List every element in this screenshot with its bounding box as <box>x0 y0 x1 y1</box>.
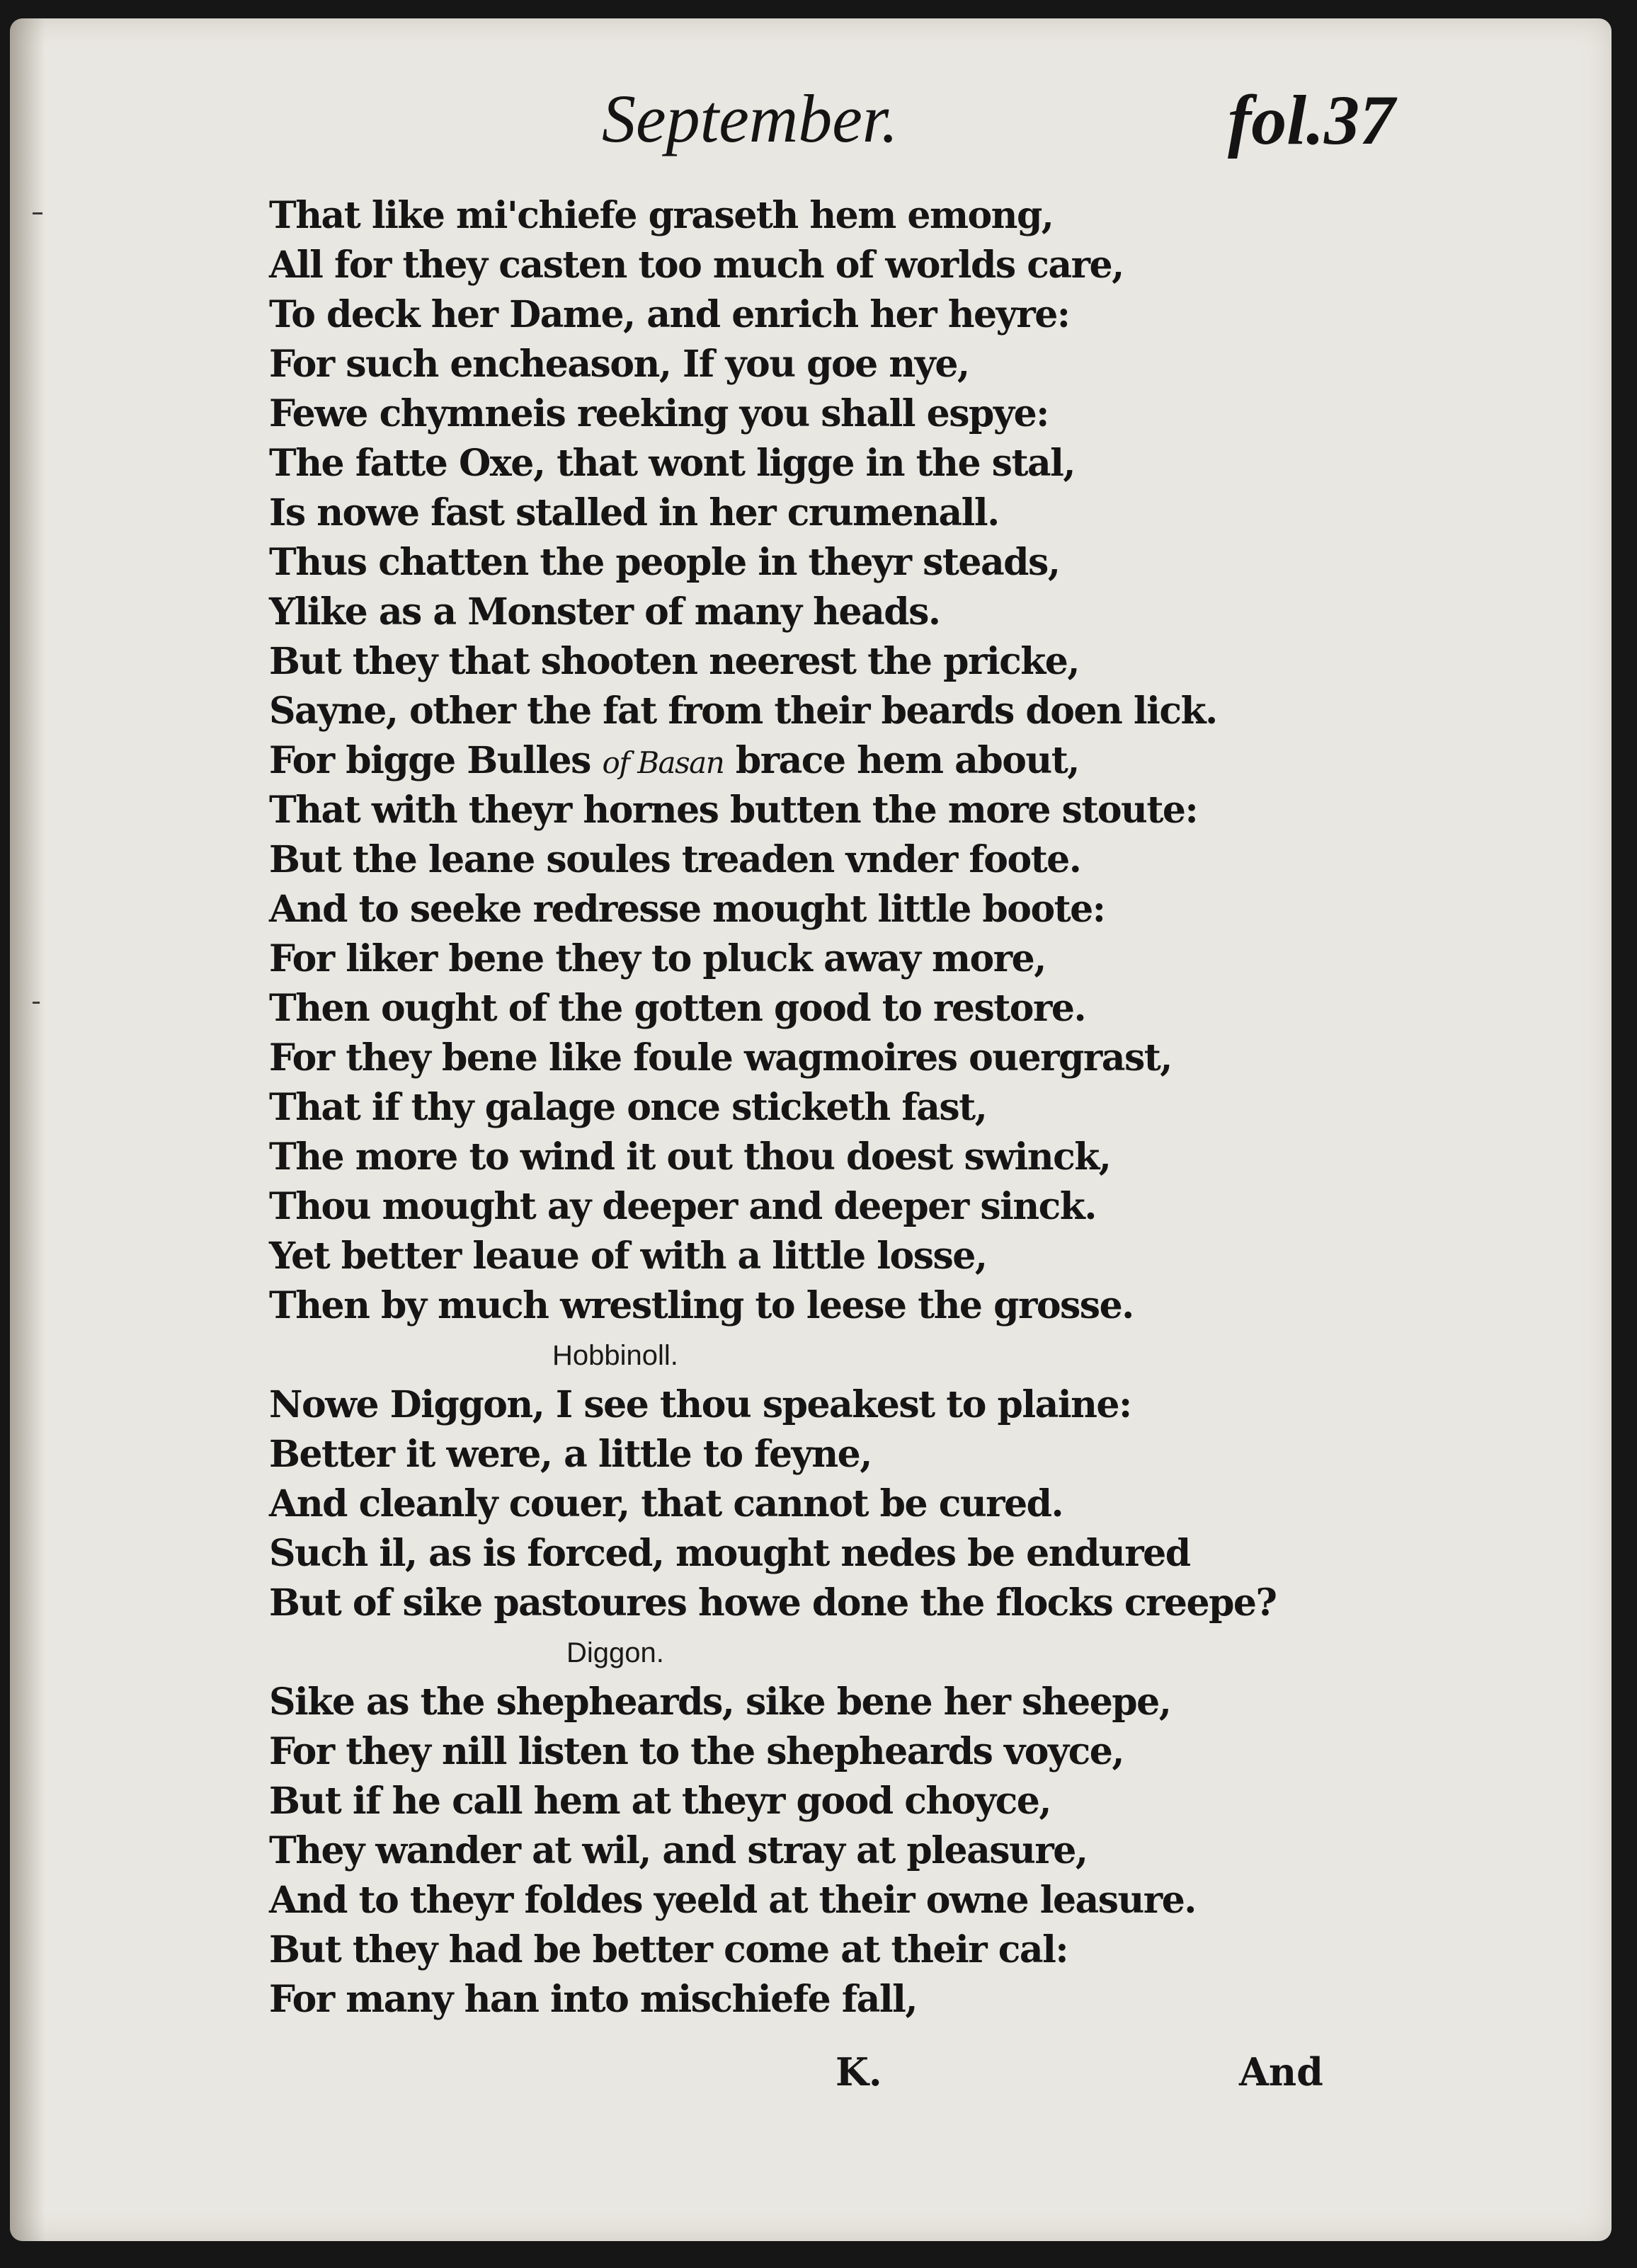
verse-line: But the leane soules treaden vnder foote. <box>269 838 1081 881</box>
verse-line: Ylike as a Monster of many heads. <box>269 590 940 634</box>
verse-line: All for they casten too much of worlds care, <box>269 244 1124 287</box>
margin-mark <box>33 1002 40 1004</box>
verse-line: To deck her Dame, and enrich her heyre: <box>269 293 1070 336</box>
verse-text <box>269 191 1277 2024</box>
verse-line: That like mi'chiefe graseth hem emong, <box>269 194 1054 237</box>
verse-line-basan <box>269 736 1232 786</box>
running-title: September. <box>602 81 899 156</box>
verse-line: And to seeke redresse mought little boote: <box>269 888 1105 931</box>
verse-line: And to theyr foldes yeeld at their owne leasure. <box>269 1879 1196 1922</box>
verse-line: For such encheason, If you goe nye, <box>269 343 969 386</box>
verse-segment: brace hem about, <box>724 739 1079 782</box>
folio-number: fol.37 <box>1228 81 1396 159</box>
verse-line: But they that shooten neerest the pricke, <box>269 640 1079 683</box>
verse-line: Fewe chymneis reeking you shall espye: <box>269 392 1049 435</box>
verse-line: That with theyr hornes butten the more stoute: <box>269 789 1198 832</box>
speaker-heading-diggon: Diggon. <box>566 1637 664 1668</box>
margin-mark <box>33 212 42 214</box>
verse-line: Is nowe fast stalled in her crumenall. <box>269 491 999 534</box>
verse-line: But they had be better come at their cal: <box>269 1928 1068 1971</box>
signature-mark: K. <box>835 2049 882 2095</box>
verse-line: That if thy galage once sticketh fast, <box>269 1086 987 1129</box>
verse-line: The fatte Oxe, that wont ligge in the stal, <box>269 442 1076 485</box>
verse-line: But if he call hem at theyr good choyce, <box>269 1780 1051 1823</box>
verse-line: Then ought of the gotten good to restore. <box>269 987 1086 1030</box>
verse-line: For many han into mischiefe fall, <box>269 1978 917 2021</box>
verse-line: Thus chatten the people in theyr steads, <box>269 541 1060 584</box>
verse-line: And cleanly couer, that cannot be cured. <box>269 1482 1063 1525</box>
verse-line: Sike as the shepheards, sike bene her sheepe, <box>269 1680 1171 1724</box>
verse-line: The more to wind it out thou doest swinck, <box>269 1135 1111 1179</box>
verse-segment: For bigge Bulles <box>269 739 603 782</box>
verse-line: Sayne, other the fat from their beards doen lick. <box>269 689 1217 733</box>
verse-line: For liker bene they to pluck away more, <box>269 937 1046 980</box>
verse-line: Yet better leaue of with a little losse, <box>269 1235 987 1278</box>
verse-line: Thou mought ay deeper and deeper sinck. <box>269 1185 1096 1228</box>
verse-line: Such il, as is forced, mought nedes be endured <box>269 1532 1190 1575</box>
verse-line: They wander at wil, and stray at pleasure, <box>269 1829 1088 1872</box>
verse-line: For they nill listen to the shepheards voyce, <box>269 1730 1124 1773</box>
verse-line: Nowe Diggon, I see thou speakest to plaine: <box>269 1383 1131 1426</box>
italic-place-name: of Basan <box>602 745 724 780</box>
catchword: And <box>1239 2049 1323 2095</box>
verse-line: But of sike pastoures howe done the flocks creepe? <box>269 1581 1277 1625</box>
gutter-shadow <box>10 18 45 2241</box>
verse-line: Then by much wrestling to leese the grosse. <box>269 1284 1134 1327</box>
verse-line: Better it were, a little to feyne, <box>269 1433 872 1476</box>
verse-line: For they bene like foule wagmoires ouergrast, <box>269 1036 1172 1079</box>
speaker-heading-hobbinoll: Hobbinoll. <box>552 1340 678 1371</box>
